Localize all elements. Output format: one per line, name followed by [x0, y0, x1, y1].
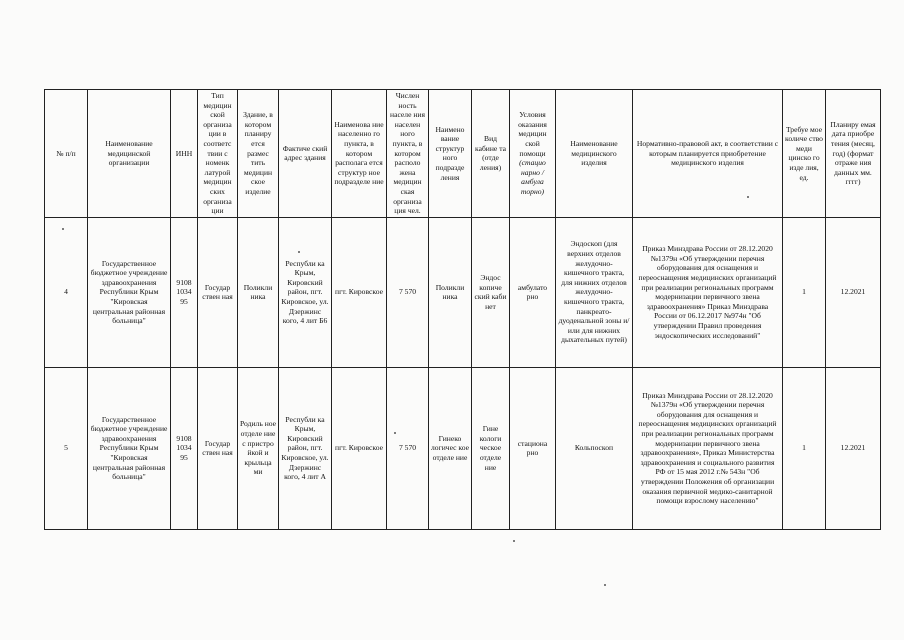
medical-device-table	[44, 89, 881, 530]
cell-inn: 9108 1034 95	[171, 217, 198, 367]
cell-population: 7 570	[387, 217, 429, 367]
scan-speck	[747, 196, 749, 198]
cell-unit: Гинеко логичес кое отделе ние	[429, 367, 472, 529]
cell-settlement: пгт. Кировское	[332, 367, 387, 529]
header-conditions-italic: (стацио нарно / амбула торно)	[519, 158, 546, 196]
header-settlement: Наименова ние населенно го пункта, в котором располага ется структур ное подразделе ние	[332, 90, 387, 218]
cell-population: 7 570	[387, 367, 429, 529]
cell-device: Кольпоскоп	[556, 367, 633, 529]
scan-speck	[604, 584, 606, 586]
table-row	[45, 367, 881, 529]
header-address: Фактиче ский адрес здания	[279, 90, 332, 218]
cell-qty: 1	[783, 367, 826, 529]
header-org-type: Тип медицин ской организа ции в соответс твии с номенк латурой медицин ских организа ции	[198, 90, 238, 218]
cell-unit: Поликли ника	[429, 217, 472, 367]
cell-cabinet: Эндос копиче ский каби нет	[472, 217, 510, 367]
scan-speck	[513, 540, 515, 542]
scan-speck	[394, 432, 396, 434]
cell-org-type: Государ ствен ная	[198, 217, 238, 367]
cell-date: 12.2021	[826, 217, 881, 367]
header-unit: Наимено вание структур ного подразде ления	[429, 90, 472, 218]
header-conditions-label: Условия оказания медицин ской помощи	[518, 110, 547, 158]
cell-org: Государственное бюджетное учреждение здравоохранения Республики Крым "Кировская центральная районная больница"	[88, 367, 171, 529]
cell-date: 12.2021	[826, 367, 881, 529]
cell-org-type: Государ ствен ная	[198, 367, 238, 529]
cell-settlement: пгт. Кировское	[332, 217, 387, 367]
header-date: Планиру емая дата приобре тения (месяц, год) (формат отраже ния данных мм. гггг)	[826, 90, 881, 218]
header-act: Нормативно-правовой акт, в соответствии с которым планируется приобретение медицинского изделия	[633, 90, 783, 218]
header-population: Числен ность населе ния населен ного пункта, в котором располо жена медицин ская организа ция чел.	[387, 90, 429, 218]
cell-qty: 1	[783, 217, 826, 367]
cell-num: 4	[45, 217, 88, 367]
header-cabinet: Вид кабине та (отде ления)	[472, 90, 510, 218]
cell-num: 5	[45, 367, 88, 529]
header-org: Наименование медицинской организации	[88, 90, 171, 218]
header-num: № п/п	[45, 90, 88, 218]
scan-speck	[62, 228, 64, 230]
cell-act: Приказ Минздрава России от 28.12.2020 №1379н «Об утверждении перечня оборудования для оснащения и переоснащения медицинских организаций при реализации региональных программ модернизации первичного звена здравоохранения», Приказ Министерства здравоохранения и социального развития РФ от 15 мая 2012 г.№ 543н "Об утверждении Положения об организации оказания первичной медико-санитарной помощи взрослому населению"	[633, 367, 783, 529]
cell-address: Республи ка Крым, Кировский район, пгт. Кировское, ул. Дзержинс кого, 4 лит Б6	[279, 217, 332, 367]
scan-speck	[298, 251, 300, 253]
cell-org: Государственное бюджетное учреждение здравоохранения Республики Крым "Кировская центральная районная больница"	[88, 217, 171, 367]
cell-device: Эндоскоп (для верхних отделов желудочно-кишечного тракта, для нижних отделов желудочно-кишечного тракта, панкреато-дуоденальной зоны и/или для нижних дыхательных путей)	[556, 217, 633, 367]
header-qty: Требуе мое количе ство меди цинско го изде лия, ед.	[783, 90, 826, 218]
cell-inn: 9108 1034 95	[171, 367, 198, 529]
cell-address: Республи ка Крым, Кировский район, пгт. Кировское, ул. Дзержинс кого, 4 лит А	[279, 367, 332, 529]
cell-conditions: амбулато рно	[510, 217, 556, 367]
header-conditions	[510, 90, 556, 218]
table-row	[45, 217, 881, 367]
cell-act: Приказ Минздрава России от 28.12.2020 №1379н «Об утверждении перечня оборудования для оснащения и переоснащения медицинских организаций при реализации региональных программ модернизации первичного звена здравоохранения» Приказ Минздрава России от 06.12.2017 №974н "Об утверждении Правил проведения эндоскопических исследований"	[633, 217, 783, 367]
cell-building: Поликли ника	[238, 217, 279, 367]
cell-building: Родиль ное отделе ние с пристро йкой и крыльца ми	[238, 367, 279, 529]
cell-conditions: стациона рно	[510, 367, 556, 529]
header-row	[45, 90, 881, 218]
header-device: Наименование медицинского изделия	[556, 90, 633, 218]
header-inn: ИНН	[171, 90, 198, 218]
header-building: Здание, в котором планиру ется размес тить медицин ское изделие	[238, 90, 279, 218]
cell-cabinet: Гине кологи ческое отделе ние	[472, 367, 510, 529]
